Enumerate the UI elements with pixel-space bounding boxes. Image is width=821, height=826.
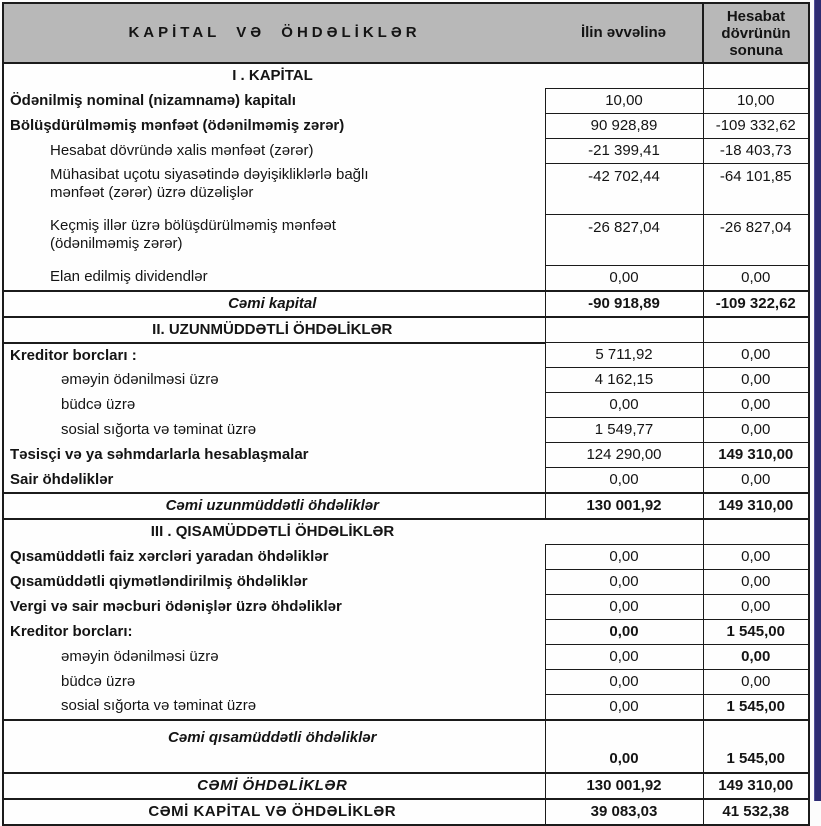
value-period-end: -109 322,62 — [703, 291, 809, 317]
table-row — [3, 569, 809, 594]
value-year-start: 130 001,92 — [545, 493, 703, 519]
value-year-start — [545, 519, 703, 544]
table-row — [3, 468, 809, 494]
value-year-start: 0,00 — [545, 720, 703, 773]
row-label: sosial sığorta və təminat üzrə — [61, 421, 257, 438]
value-year-start — [545, 63, 703, 88]
value-year-start: 4 162,15 — [545, 368, 703, 393]
value-period-end — [703, 63, 809, 88]
value-period-end: 41 532,38 — [703, 799, 809, 825]
header-items-label: KAPİTAL VƏ ÖHDƏLİKLƏR — [3, 3, 545, 63]
value-year-start: 90 928,89 — [545, 113, 703, 138]
row-label: III . QISAMÜDDƏTLİ ÖHDƏLİKLƏR — [150, 523, 395, 540]
value-period-end: 149 310,00 — [703, 773, 809, 799]
table-row — [3, 113, 809, 138]
value-period-end: 0,00 — [703, 468, 809, 494]
value-period-end: 149 310,00 — [703, 443, 809, 468]
window-right-edge-strip — [814, 0, 821, 801]
value-period-end: -109 332,62 — [703, 113, 809, 138]
value-year-start: 0,00 — [545, 265, 703, 291]
row-label: I . KAPİTAL — [232, 67, 313, 84]
table-row — [3, 694, 809, 720]
row-label: Keçmiş illər üzrə bölüşdürülməmiş mənfəət (ödənilməmiş zərər) — [50, 217, 336, 252]
table-row — [3, 493, 809, 519]
table-row — [3, 343, 809, 368]
value-year-start: 0,00 — [545, 644, 703, 669]
capital-liabilities-table — [2, 2, 810, 826]
row-label: CƏMİ KAPİTAL VƏ ÖHDƏLİKLƏR — [3, 799, 545, 825]
row-label: Bölüşdürülməmiş mənfəət (ödənilməmiş zərər) — [10, 116, 345, 134]
value-period-end — [703, 317, 809, 343]
value-period-end: 0,00 — [703, 644, 809, 669]
row-label: Kreditor borcları: — [10, 622, 133, 640]
row-label: Cəmi uzunmüddətli öhdəliklər — [3, 493, 545, 519]
value-period-end: 1 545,00 — [703, 694, 809, 720]
table-row — [3, 594, 809, 619]
row-label: Ödənilmiş nominal (nizamnamə) kapitalı — [10, 91, 296, 109]
row-label: Qısamüddətli faiz xərcləri yaradan öhdəliklər — [10, 547, 329, 565]
table-row — [3, 163, 809, 214]
value-period-end: 0,00 — [703, 265, 809, 291]
value-period-end: 1 545,00 — [703, 720, 809, 773]
row-label: büdcə üzrə — [61, 396, 136, 413]
value-year-start: 10,00 — [545, 88, 703, 113]
table-row — [3, 88, 809, 113]
table-row — [3, 443, 809, 468]
table-row — [3, 291, 809, 317]
value-year-start: 39 083,03 — [545, 799, 703, 825]
row-label: Hesabat dövründə xalis mənfəət (zərər) — [50, 141, 314, 159]
value-year-start: 130 001,92 — [545, 773, 703, 799]
table-row — [3, 393, 809, 418]
value-period-end: 0,00 — [703, 544, 809, 569]
value-period-end: 10,00 — [703, 88, 809, 113]
table-row — [3, 418, 809, 443]
value-year-start: -21 399,41 — [545, 138, 703, 163]
row-label: Sair öhdəliklər — [10, 470, 114, 488]
row-label: Elan edilmiş dividendlər — [50, 268, 208, 286]
table-header — [3, 3, 809, 63]
value-year-start — [545, 317, 703, 343]
table-row — [3, 63, 809, 88]
header-row — [3, 3, 809, 63]
table-row — [3, 368, 809, 393]
value-year-start: -90 918,89 — [545, 291, 703, 317]
value-year-start: 1 549,77 — [545, 418, 703, 443]
value-period-end: -64 101,85 — [703, 163, 809, 214]
header-year-start: İlin əvvəlinə — [545, 3, 703, 63]
row-label: Vergi və sair məcburi ödənişlər üzrə öhdəliklər — [10, 597, 342, 615]
value-year-start: 0,00 — [545, 594, 703, 619]
value-year-start: 0,00 — [545, 393, 703, 418]
row-label: II. UZUNMÜDDƏTLİ ÖHDƏLİKLƏR — [3, 317, 545, 343]
row-label: sosial sığorta və təminat üzrə — [61, 697, 257, 715]
value-year-start: -26 827,04 — [545, 214, 703, 265]
row-label: Cəmi qısamüddətli öhdəliklər — [3, 720, 545, 773]
value-year-start: 0,00 — [545, 544, 703, 569]
value-year-start: 5 711,92 — [545, 343, 703, 368]
row-label: CƏMİ ÖHDƏLİKLƏR — [3, 773, 545, 799]
table-row — [3, 317, 809, 343]
table-row — [3, 138, 809, 163]
value-period-end: 0,00 — [703, 393, 809, 418]
header-period-end: Hesabat dövrünün sonuna — [703, 3, 809, 63]
value-period-end: 0,00 — [703, 343, 809, 368]
value-year-start: -42 702,44 — [545, 163, 703, 214]
table-row — [3, 669, 809, 694]
value-period-end: 0,00 — [703, 594, 809, 619]
value-period-end: 0,00 — [703, 418, 809, 443]
value-period-end: -18 403,73 — [703, 138, 809, 163]
table-row — [3, 214, 809, 265]
value-period-end: 0,00 — [703, 669, 809, 694]
table-row — [3, 644, 809, 669]
table-body — [3, 63, 809, 825]
value-year-start: 0,00 — [545, 669, 703, 694]
row-label: Kreditor borcları : — [10, 346, 137, 364]
value-period-end: -26 827,04 — [703, 214, 809, 265]
row-label: Cəmi kapital — [3, 291, 545, 317]
table-row — [3, 799, 809, 825]
table-row — [3, 519, 809, 544]
table-row — [3, 544, 809, 569]
row-label: büdcə üzrə — [61, 672, 136, 690]
value-year-start: 0,00 — [545, 468, 703, 494]
table-row — [3, 773, 809, 799]
value-period-end: 0,00 — [703, 569, 809, 594]
row-label: Təsisçi və ya səhmdarlarla hesablaşmalar — [10, 446, 309, 463]
row-label: Qısamüddətli qiymətləndirilmiş öhdəliklər — [10, 572, 308, 590]
table-row — [3, 720, 809, 773]
value-year-start: 0,00 — [545, 694, 703, 720]
value-period-end — [703, 519, 809, 544]
value-period-end: 149 310,00 — [703, 493, 809, 519]
table-row — [3, 265, 809, 291]
table-row — [3, 619, 809, 644]
row-label: əməyin ödənilməsi üzrə — [61, 371, 219, 388]
value-year-start: 124 290,00 — [545, 443, 703, 468]
value-year-start: 0,00 — [545, 569, 703, 594]
value-year-start: 0,00 — [545, 619, 703, 644]
row-label: əməyin ödənilməsi üzrə — [61, 647, 219, 665]
value-period-end: 1 545,00 — [703, 619, 809, 644]
row-label: Mühasibat uçotu siyasətində dəyişikliklərlə bağlı mənfəət (zərər) üzrə düzəlişlər — [50, 166, 369, 201]
value-period-end: 0,00 — [703, 368, 809, 393]
